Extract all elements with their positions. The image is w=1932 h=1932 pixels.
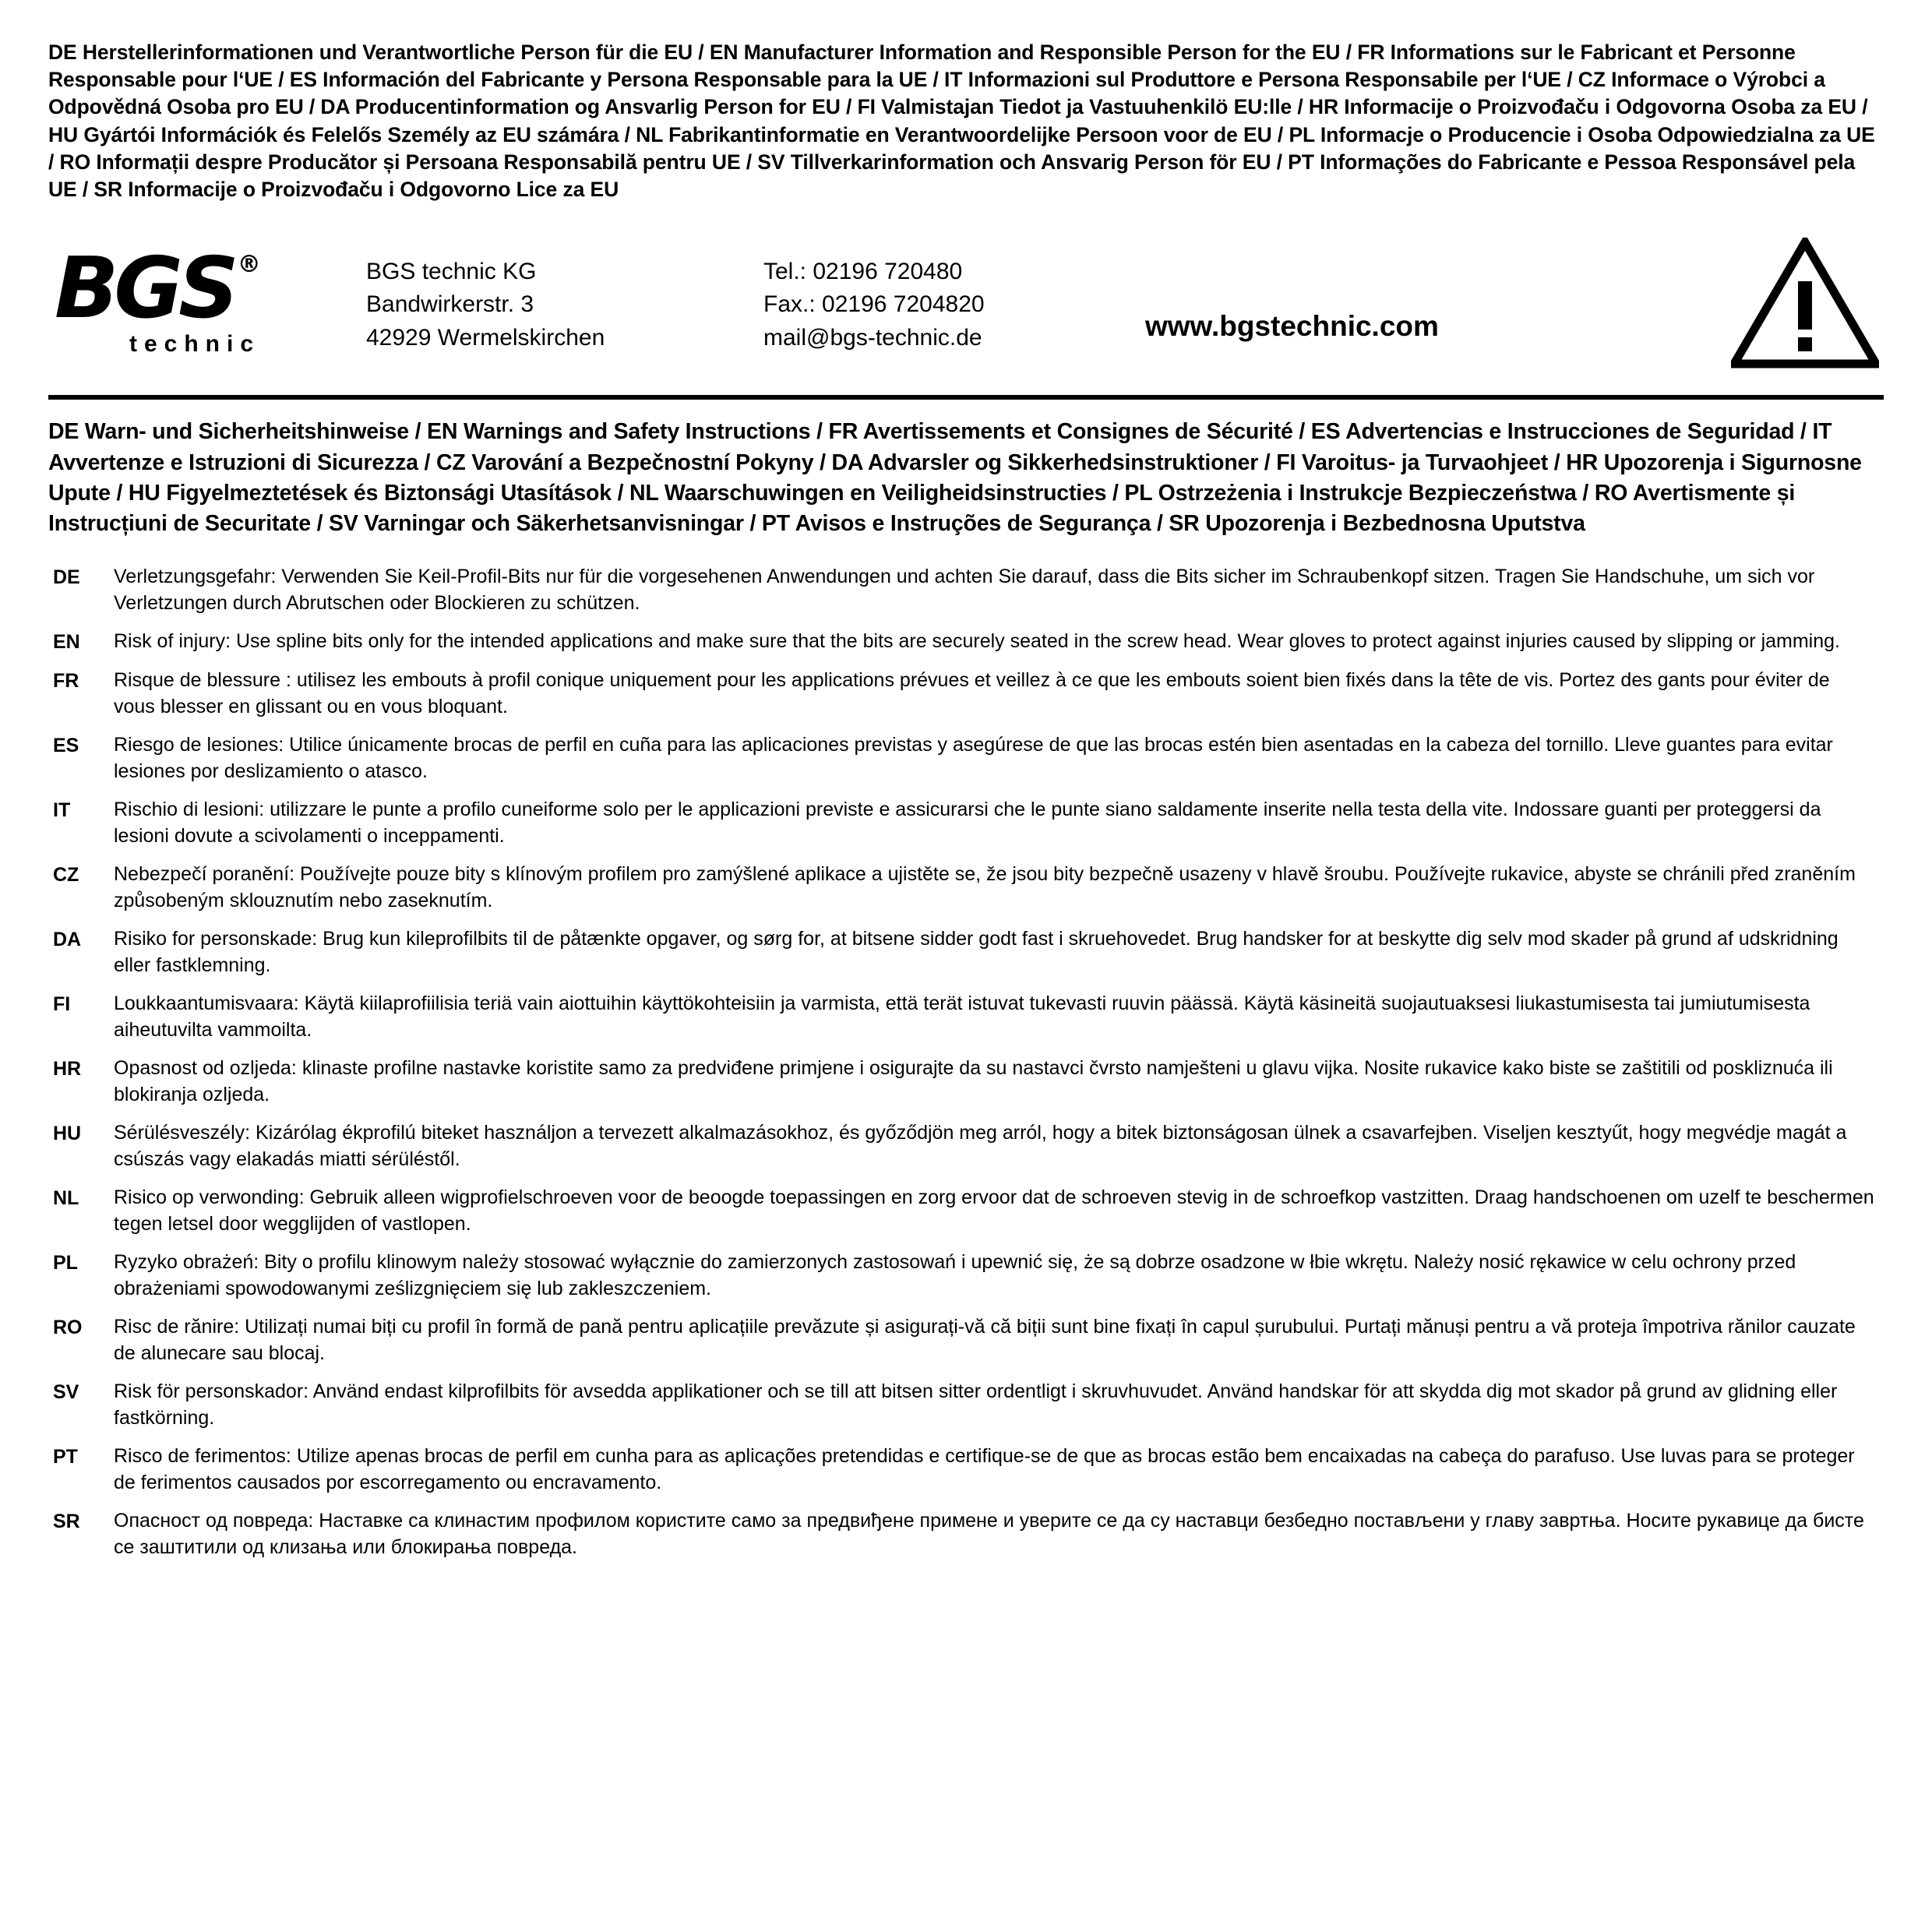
language-code: PT	[53, 1445, 78, 1468]
instruction-text: Risico op verwonding: Gebruik alleen wigprofielschroeven voor de beoogde toepassingen en zorg ervoor dat de schroeven stevig in de schroefkop vastzitten. Draag handschoenen om uzelf te beschermen tegen letsel door wegglijden of vastlopen.	[114, 1186, 1874, 1235]
language-code: SR	[53, 1510, 80, 1532]
registered-trademark-icon: ®	[237, 251, 261, 279]
list-item	[48, 861, 1884, 914]
language-code: FI	[53, 992, 71, 1015]
instruction-text: Ryzyko obrażeń: Bity o profilu klinowym należy stosować wyłącznie do zamierzonych zastosowań i upewnić się, że są dobrze osadzone w łbie wkrętu. Należy nosić rękawice w celu ochrony przed obrażeniami spowodowanymi ześlizgnięciem się lub zakleszczeniem.	[114, 1250, 1796, 1299]
language-code: PL	[53, 1251, 78, 1274]
instruction-text: Risiko for personskade: Brug kun kileprofilbits til de påtænkte opgaver, og sørg for, at bitsene sidder godt fast i skruehovedet. Brug handsker for at beskytte dig selv mod skader på grund af udskridning eller fastklemning.	[114, 927, 1839, 976]
company-street: Bandwirkerstr. 3	[366, 291, 534, 318]
list-item	[48, 732, 1884, 784]
list-item	[48, 1249, 1884, 1302]
company-contact	[763, 252, 1130, 355]
language-code: EN	[53, 630, 80, 653]
instruction-text: Sérülésveszély: Kizárólag ékprofilú biteket használjon a tervezett alkalmazásokhoz, és győződjön meg arról, hogy a bitek biztonságosan ülnek a csavarfejben. Viseljen kesztyűt, hogy megvédje magát a csúszás vagy elakadás miatti sérüléstől.	[114, 1121, 1847, 1170]
bgs-logo	[48, 240, 366, 358]
instruction-text: Risco de ferimentos: Utilize apenas brocas de perfil em cunha para as aplicações pretendidas e certifique-se de que as brocas estão bem encaixadas na cabeça do parafuso. Use luvas para se proteger de ferimentos causados por escorregamento ou encravamento.	[114, 1444, 1855, 1493]
list-item	[48, 1378, 1884, 1431]
company-name: BGS technic KG	[366, 258, 537, 284]
instruction-text: Опасност од повреда: Наставке са клинастим профилом користите само за предвиђене примене и уверите се да су наставци безбедно постављени у главу завртња. Носите рукавице да бисте се заштитили од клизања или блокирања повреда.	[114, 1509, 1864, 1558]
language-code: SV	[53, 1380, 79, 1403]
language-code: HU	[53, 1122, 82, 1144]
list-item	[48, 796, 1884, 849]
language-code: CZ	[53, 863, 79, 886]
bgs-logo-text: BGS	[55, 240, 234, 338]
instruction-text: Loukkaantumisvaara: Käytä kiilaprofiilisia teriä vain aiottuihin käyttökohteisiin ja varmista, että terät istuvat tukevasti ruuvin päässä. Käytä käsineitä suojautuaksesi liukastumisesta tai jumiutumisesta aiheutuvilta vammoilta.	[114, 992, 1810, 1041]
instruction-text: Risc de rănire: Utilizați numai biți cu profil în formă de pană pentru aplicațiile prevăzute și asigurați-vă că biții sunt bine fixați în capul șurubului. Purtați mănuși pentru a vă proteja împotriva rănilor cauzate de alunecare sau blocaj.	[114, 1315, 1856, 1364]
bgs-logo-wordmark	[55, 240, 366, 338]
instruction-text: Opasnost od ozljeda: klinaste profilne nastavke koristite samo za predviđene primjene i osigurajte da su nastavci čvrsto namješteni u glavu vijka. Nosite rukavice kako biste se zaštitili od poskliznuća ili blokiranja ozljeda.	[114, 1056, 1833, 1105]
language-code: DA	[53, 928, 82, 950]
company-email: mail@bgs-technic.de	[763, 324, 982, 351]
language-code: RO	[53, 1316, 83, 1338]
company-band	[48, 217, 1884, 400]
company-website: www.bgstechnic.com	[1145, 310, 1439, 343]
list-item	[48, 1119, 1884, 1172]
safety-instructions-title: DE Warn- und Sicherheitshinweise / EN Warnings and Safety Instructions / FR Avertissements et Consignes de Sécurité / ES Advertencias e Instrucciones de Seguridad / IT Avvertenze e Istruzioni di Sicurezza / CZ Varování a Bezpečnostní Pokyny / DA Advarsler og Sikkerhedsinstruktioner / FI Varoitus- ja Turvaohjeet / HR Upozorenja i Sigurnosne Upute / HU Figyelmeztetések és Biztonsági Utasítások / NL Waarschuwingen en Veiligheidsinstructies / PL Ostrzeżenia i Instrukcje Bezpieczeństwa / RO Avertismente și Instrucțiuni de Securitate / SV Varningar och Säkerhetsanvisningar / PT Avisos e Instruções de Segurança / SR Upozorenja i Bezbednosna Uputstva	[48, 419, 1862, 537]
language-code: HR	[53, 1057, 82, 1080]
list-item	[48, 1507, 1884, 1560]
list-item	[48, 1184, 1884, 1237]
bgs-logo-subtext: technic	[129, 330, 261, 357]
manufacturer-info-header: DE Herstellerinformationen und Verantwortliche Person für die EU / EN Manufacturer Information and Responsible Person for the EU / FR Informations sur le Fabricant et Personne Responsable pour l‘UE / ES Información del Fabricante y Persona Responsable para la UE / IT Informazioni sul Produttore e Persona Responsabile per l‘UE / CZ Informace o Výrobci a Odpovědná Osoba pro EU / DA Producentinformation og Ansvarlig Person for EU / FI Valmistajan Tiedot ja Vastuuhenkilö EU:lle / HR Informacije o Proizvođaču i Odgovorna Osoba za EU / HU Gyártói Információk és Felelős Személy az EU számára / NL Fabrikantinformatie en Verantwoordelijke Persoon voor de EU / PL Informacje o Producencie i Osoba Odpowiedzialna za UE / RO Informații despre Producător și Persoana Responsabilă pentru UE / SV Tillverkarinformation och Ansvarig Person för EU / PT Informações do Fabricante e Pessoa Responsável pela UE / SR Informacije o Proizvođaču i Odgovorno Lice za EU	[48, 41, 1875, 202]
language-code: DE	[53, 566, 80, 588]
company-address	[366, 252, 763, 355]
safety-instructions-list	[48, 563, 1884, 1560]
language-code: NL	[53, 1186, 79, 1209]
instruction-text: Rischio di lesioni: utilizzare le punte a profilo cuneiforme solo per le applicazioni previste e assicurarsi che le punte siano saldamente inserite nella testa della vite. Indossare guanti per proteggersi da lesioni dovute a scivolamenti o inceppamenti.	[114, 798, 1821, 847]
instruction-text: Riesgo de lesiones: Utilice únicamente brocas de perfil en cuña para las aplicaciones previstas y asegúrese de que las brocas estén bien asentadas en la cabeza del tornillo. Lleve guantes para evitar lesiones por deslizamiento o atasco.	[114, 733, 1833, 782]
instruction-text: Risque de blessure : utilisez les embouts à profil conique uniquement pour les applications prévues et veillez à ce que les embouts soient bien fixés dans la tête de vis. Portez des gants pour éviter de vous blesser en glissant ou en vous bloquant.	[114, 668, 1830, 717]
warning-triangle-icon	[1723, 238, 1884, 368]
list-item	[48, 628, 1884, 655]
company-city: 42929 Wermelskirchen	[366, 324, 605, 351]
company-fax: Fax.: 02196 7204820	[763, 291, 985, 318]
list-item	[48, 925, 1884, 978]
list-item	[48, 667, 1884, 720]
list-item	[48, 1055, 1884, 1108]
instruction-text: Risk of injury: Use spline bits only for the intended applications and make sure that the bits are securely seated in the screw head. Wear gloves to protect against injuries caused by slipping or jamming.	[114, 629, 1840, 652]
company-telephone: Tel.: 02196 720480	[763, 258, 963, 284]
language-code: FR	[53, 669, 79, 692]
list-item	[48, 990, 1884, 1043]
language-code: ES	[53, 734, 79, 756]
list-item	[48, 1313, 1884, 1366]
instruction-text: Risk för personskador: Använd endast kilprofilbits för avsedda applikationer och se till att bitsen sitter ordentligt i skruvhuvudet. Använd handskar för att skydda dig mot skador på grund av glidning eller fastkörning.	[114, 1380, 1838, 1429]
list-item	[48, 1443, 1884, 1496]
language-code: IT	[53, 799, 71, 821]
list-item	[48, 563, 1884, 616]
instruction-text: Nebezpečí poranění: Používejte pouze bity s klínovým profilem pro zamýšlené aplikace a ujistěte se, že jsou bity bezpečně usazeny v hlavě šroubu. Používejte rukavice, abyste se chránili před zraněním způsobeným sklouznutím nebo zaseknutím.	[114, 862, 1856, 911]
instruction-text: Verletzungsgefahr: Verwenden Sie Keil-Profil-Bits nur für die vorgesehenen Anwendungen und achten Sie darauf, dass die Bits sicher im Schraubenkopf sitzen. Tragen Sie Handschuhe, um sich vor Verletzungen durch Abrutschen oder Blockieren zu schützen.	[114, 565, 1815, 614]
